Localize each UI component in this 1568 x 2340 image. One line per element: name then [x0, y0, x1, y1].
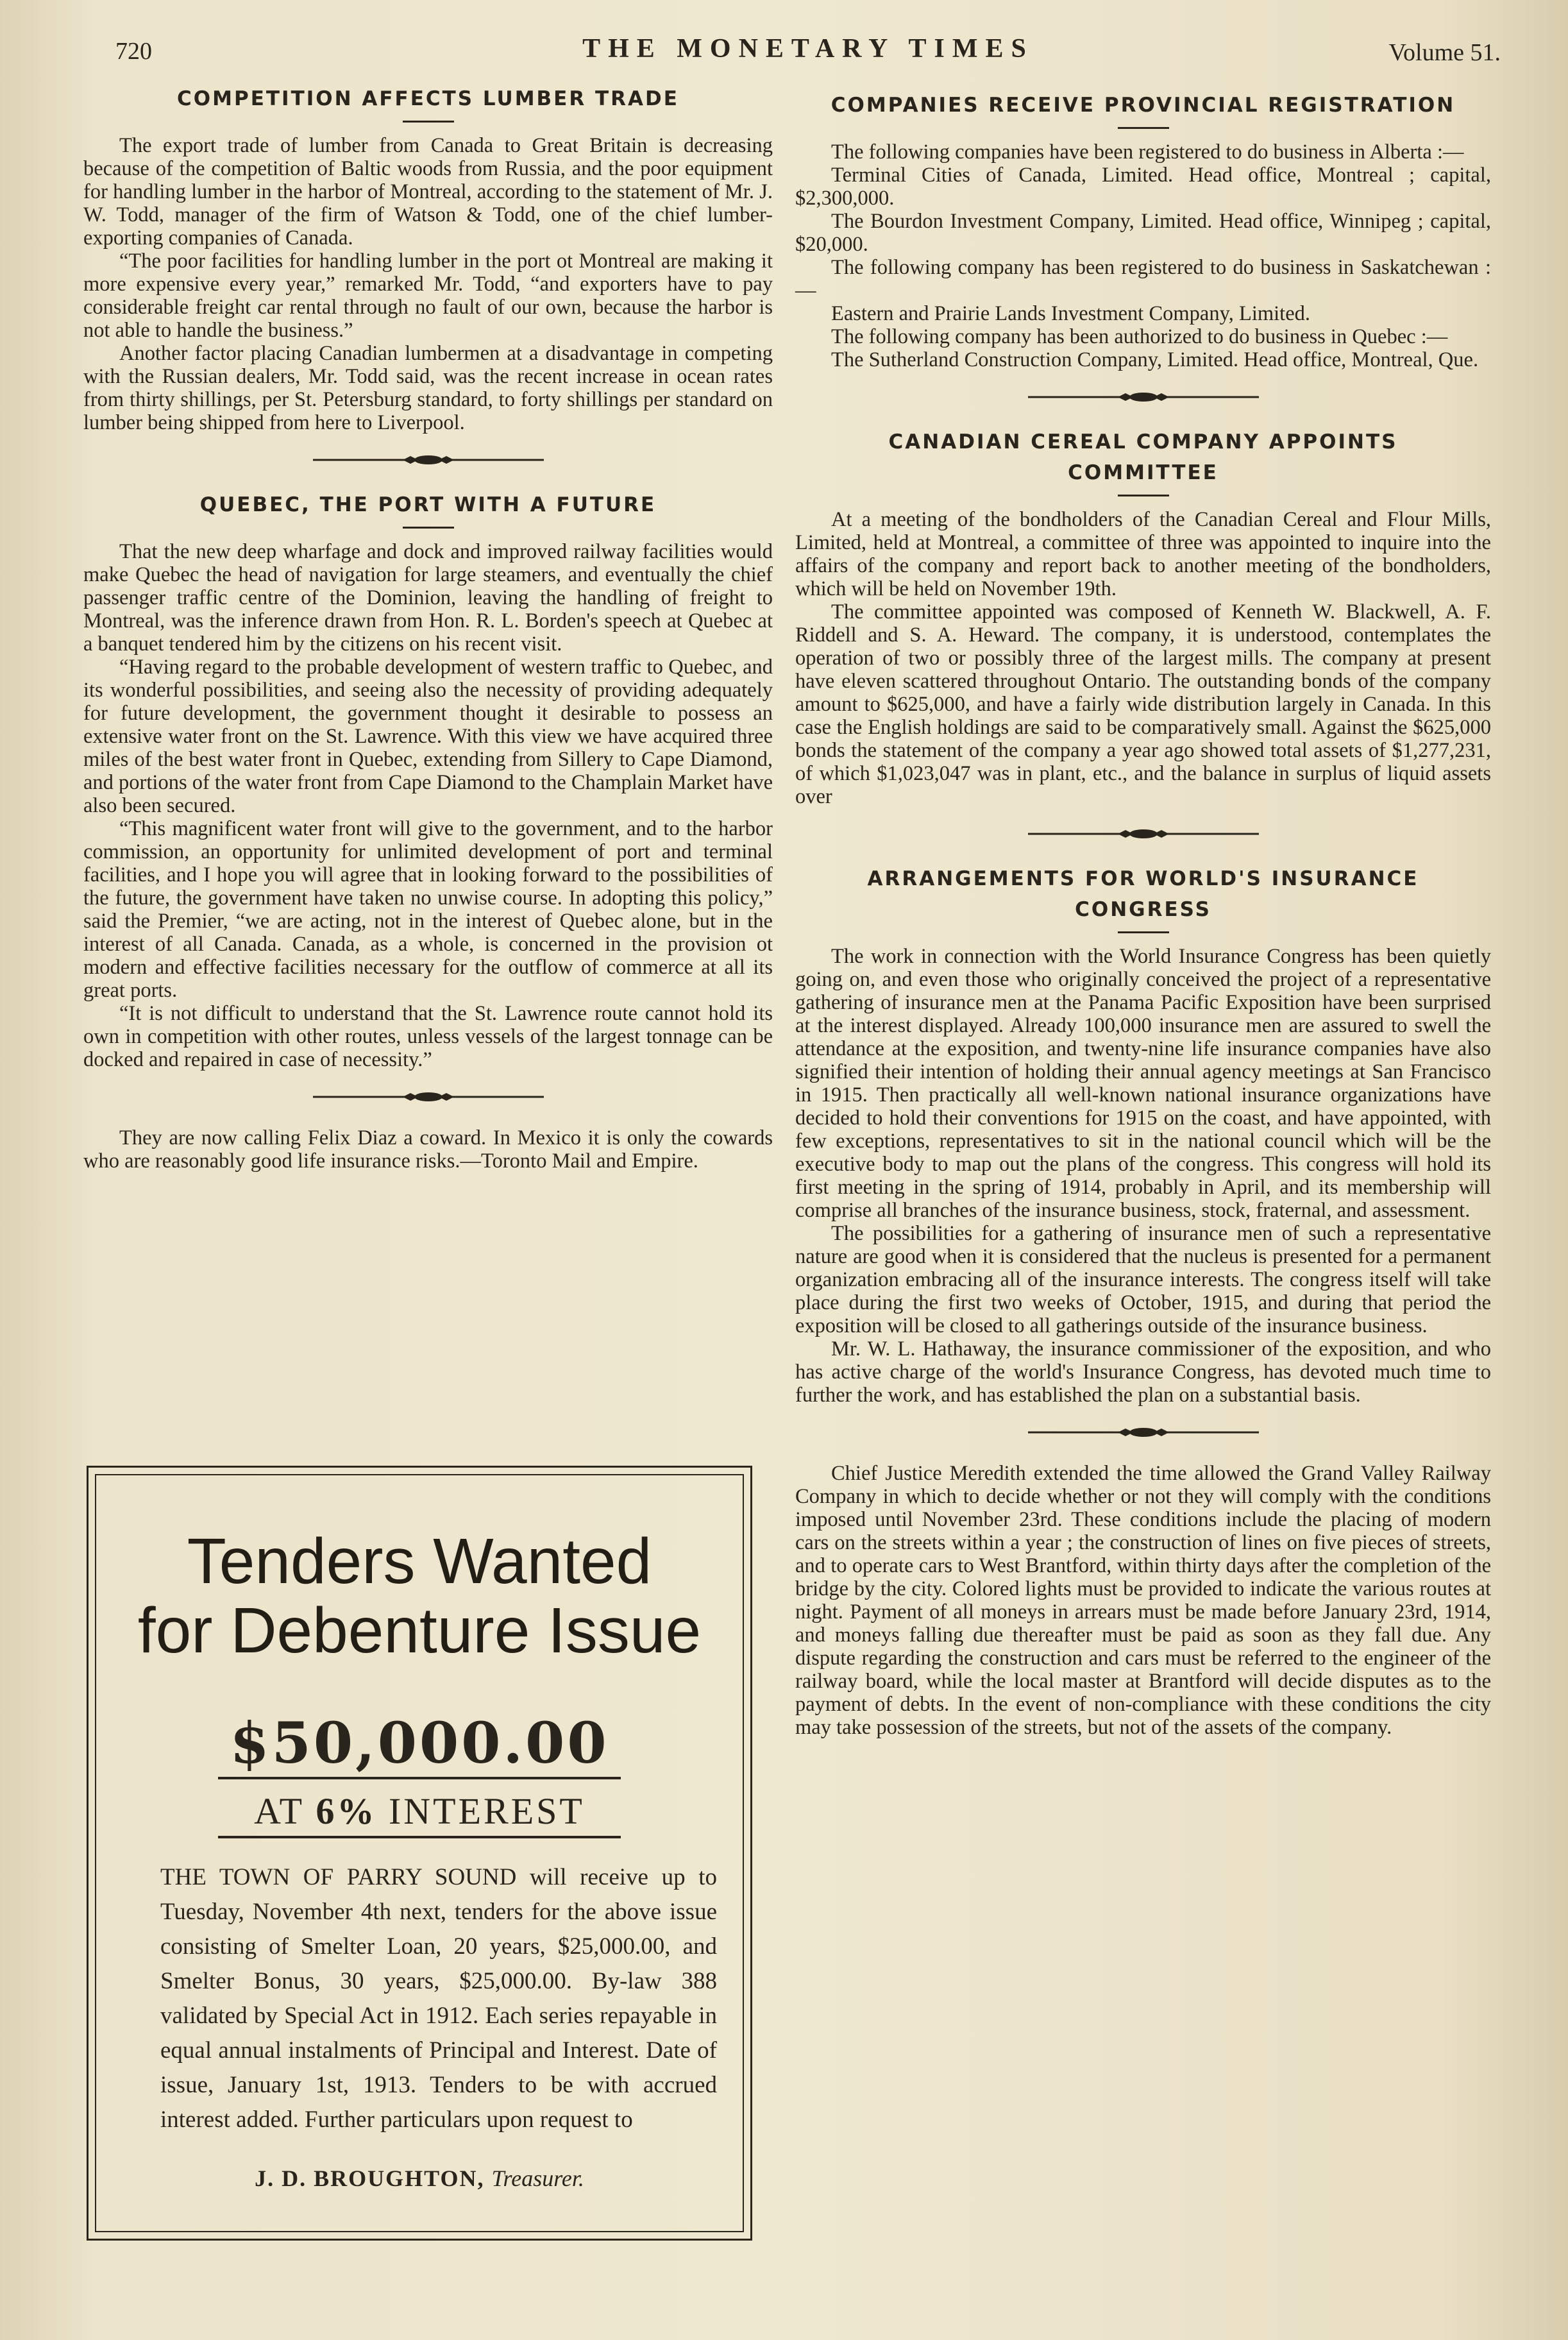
paragraph: The following company has been authorized to do business in Quebec :—: [831, 325, 1448, 348]
paragraph: Mr. W. L. Hathaway, the insurance commissioner of the exposition, and who has active charge of the world's Insurance Congress, has devoted much time to further the work, and has established the plan on a substantial basis.: [795, 1337, 1491, 1407]
ad-rule: [218, 1836, 621, 1838]
headline-rule: [1118, 495, 1169, 496]
paragraph: At a meeting of the bondholders of the Canadian Cereal and Flour Mills, Limited, held at Montreal, a committee of three was appointed to inquire into the affairs of the company and report back to another meeting of the bondholders, which will be held on November 19th.: [795, 508, 1491, 600]
paragraph: “It is not difficult to understand that the St. Lawrence route cannot hold its own in competition with other routes, unless vessels of the largest tonnage can be docked and repaired in case of necessity.”: [83, 1002, 773, 1071]
headline-rule: [1118, 127, 1169, 129]
article-body: [83, 540, 773, 1071]
advertisement-tenders: [87, 1466, 752, 2241]
paragraph: The following companies have been registered to do business in Alberta :—: [831, 140, 1464, 164]
publication-title: THE MONETARY TIMES: [582, 34, 1034, 64]
ad-signer: J. D. BROUGHTON,: [255, 2166, 485, 2191]
ad-signature: [96, 2165, 743, 2192]
paragraph: They are now calling Felix Diaz a coward. In Mexico it is only the cowards who are reasonably good life insurance risks.—Toronto Mail and Empire.: [83, 1126, 773, 1173]
headline-line: CONGRESS: [1075, 898, 1211, 921]
right-column: [795, 90, 1491, 1739]
headline-cereal: [795, 427, 1491, 488]
ad-interest-rate: 6%: [316, 1790, 377, 1832]
paragraph: The Sutherland Construction Company, Limited. Head office, Montreal, Que.: [831, 348, 1479, 371]
ad-interest-at: AT: [254, 1790, 304, 1832]
article-cereal: [795, 427, 1491, 808]
headline-lumber: COMPETITION AFFECTS LUMBER TRADE: [177, 87, 679, 110]
paragraph: “The poor facilities for handling lumber in the port ot Montreal are making it more expensive every year,” remarked Mr. Todd, “and exporters have to pay considerable freight car rental through no fault of our own, because the harbor is not able to handle the business.”: [83, 250, 773, 342]
paragraph: Eastern and Prairie Lands Investment Company, Limited.: [831, 302, 1311, 325]
article-body: [795, 1462, 1491, 1739]
paragraph: The work in connection with the World Insurance Congress has been quietly going on, and even those who originally conceived the project of a representative gathering of insurance men at the Panama Pacific Exposition have been surprised at the interest displayed. Already 100,000 insurance men are assured to swell the attendance at the exposition, and twenty-nine life insurance companies have also signified their intention of holding their annual agency meetings at San Francisco in 1915. Then practically all well-known national insurance organizations have decided to hold their conventions for 1915 on the coast, and have appointed, with few exceptions, representatives to sit in the national council which will be the executive body to map out the plans of the congress. This congress will hold its first meeting in the spring of 1914, probably in April, and its membership will comprise all branches of the insurance business, stock, fraternal, and assessment.: [795, 945, 1491, 1222]
ad-body: THE TOWN OF PARRY SOUND will receive up to Tuesday, November 4th next, tenders for the above issue consisting of Smelter Loan, 20 years, $25,000.00, and Smelter Bonus, 30 years, $25,000.00. By-law 388 validated by Special Act in 1912. Each series repayable in equal annual instalments of Principal and Interest. Date of issue, January 1st, 1913. Tenders to be with accrued interest added. Further particulars upon request to: [160, 1864, 717, 2133]
paragraph: “Having regard to the probable development of western traffic to Quebec, and its wonderful possibilities, and seeing also the necessity of providing adequately for future development, the government thought it desirable to possess an extensive water front on the St. Lawrence. With this view we have acquired three miles of the best water front in Quebec, extending from Sillery to Cape Diamond, and portions of the water front from Cape Diamond to the Champlain Market have also been secured.: [83, 656, 773, 817]
paragraph: The committee appointed was composed of Kenneth W. Blackwell, A. F. Riddell and S. A. Heward. The company, it is understood, contemplates the operation of two or possibly three of the largest mills. The company at present have eleven scattered throughout Ontario. The outstanding bonds of the company amount to $625,000, and have a fairly wide distribution largely in Canada. In this case the English holdings are said to be comparatively small. Against the $625,000 bonds the statement of the company a year ago showed total assets of $1,277,231, of which $1,023,047 was in plant, etc., and the balance in surplus of liquid assets over: [795, 600, 1491, 808]
left-column: [83, 83, 773, 1173]
ad-title-line: for Debenture Issue: [137, 1595, 702, 1666]
ad-interest-word: INTEREST: [388, 1790, 585, 1832]
article-diaz: [83, 1126, 773, 1173]
article-body: [83, 1126, 773, 1173]
ad-title-line: Tenders Wanted: [187, 1525, 652, 1597]
volume-label: Volume 51.: [1388, 39, 1501, 66]
headline-line: COMMITTEE: [1068, 461, 1218, 484]
advertisement-inner-border: [95, 1474, 744, 2232]
paragraph: Terminal Cities of Canada, Limited. Head office, Montreal ; capital, $2,300,000.: [795, 164, 1491, 210]
ad-title: [96, 1527, 743, 1665]
article-quebec: [83, 489, 773, 1071]
headline-quebec: QUEBEC, THE PORT WITH A FUTURE: [199, 493, 657, 516]
ornament-divider: [313, 1090, 544, 1103]
ornament-divider: [1028, 827, 1259, 840]
headline-rule: [1118, 931, 1169, 933]
ad-rule: [218, 1777, 621, 1779]
ad-interest: [96, 1790, 743, 1833]
headline-insurance: [795, 863, 1491, 925]
headline-companies: COMPANIES RECEIVE PROVINCIAL REGISTRATION: [830, 94, 1456, 117]
paragraph: The export trade of lumber from Canada to Great Britain is decreasing because of the competition of Baltic woods from Russia, and the poor equipment for handling lumber in the harbor of Montreal, according to the statement of Mr. J. W. Todd, manager of the firm of Watson & Todd, one of the chief lumber-exporting companies of Canada.: [83, 134, 773, 250]
paragraph: That the new deep wharfage and dock and improved railway facilities would make Quebec the head of navigation for large steamers, and eventually the chief passenger traffic centre of the Dominion, leaving the handling of freight to Montreal, was the inference drawn from Hon. R. L. Borden's speech at Quebec at a banquet tendered him by the citizens on his recent visit.: [83, 540, 773, 656]
paragraph: The Bourdon Investment Company, Limited. Head office, Winnipeg ; capital, $20,000.: [795, 210, 1491, 256]
article-body: [795, 945, 1491, 1407]
headline-rule: [403, 121, 454, 123]
ornament-divider: [1028, 391, 1259, 403]
headline-line: ARRANGEMENTS FOR WORLD'S INSURANCE: [867, 867, 1419, 890]
article-body: [83, 134, 773, 434]
paragraph: “This magnificent water front will give to the government, and to the harbor commission, an opportunity for unlimited development of port and terminal facilities, and I hope you will agree that in looking forward to the possibilities of the future, the government have taken no unwise course. In adopting this policy,” said the Premier, “we are acting, not in the interest of Quebec alone, but in the interest of all Canada. Canada, as a whole, is concerned in the provision ot modern and effective facilities necessary for the outflow of commerce at all its great ports.: [83, 817, 773, 1002]
article-lumber: [83, 83, 773, 434]
ad-amount: $50,000.00: [230, 1709, 609, 1776]
paragraph: Chief Justice Meredith extended the time allowed the Grand Valley Railway Company in which to decide whether or not they will comply with the conditions imposed until November 23rd. These conditions include the placing of modern cars on the streets within a year ; the construction of lines on five pieces of streets, and to operate cars to West Brantford, within thirty days after the completion of the bridge by the city. Colored lights must be provided to indicate the various routes at night. Payment of all moneys in arrears must be made before January 23rd, 1914, and moneys falling due thereafter must be paid as soon as they fall due. Any dispute regarding the construction and cars must be referred to the engineer of the railway board, while the local master at Brantford will decide disputes as to the payment of debts. In the event of non-compliance with these conditions the city may take possession of the streets, but not of the assets of the company.: [795, 1462, 1491, 1739]
page-number: 720: [115, 38, 152, 65]
paragraph: The possibilities for a gathering of insurance men of such a representative nature are good when it is considered that the nucleus is presented for a permanent organization embracing all of the insurance interests. The congress itself will take place during the first two weeks of October, 1915, and during that period the exposition will be closed to all gatherings outside of the insurance business.: [795, 1222, 1491, 1337]
headline-line: CANADIAN CEREAL COMPANY APPOINTS: [888, 430, 1398, 454]
article-companies: [795, 90, 1491, 371]
paragraph: The following company has been registered to do business in Saskatchewan :—: [795, 256, 1491, 302]
article-insurance: [795, 863, 1491, 1407]
article-body: [795, 508, 1491, 808]
ornament-divider: [313, 454, 544, 466]
headline-rule: [403, 527, 454, 529]
masthead: [115, 33, 1501, 72]
ornament-divider: [1028, 1426, 1259, 1439]
article-railway: [795, 1462, 1491, 1739]
paragraph: Another factor placing Canadian lumbermen at a disadvantage in competing with the Russian dealers, Mr. Todd said, was the recent increase in ocean rates from thirty shillings, per St. Petersburg standard, to forty shillings per standard on lumber being shipped from here to Liverpool.: [83, 342, 773, 434]
article-body: [795, 140, 1491, 371]
ad-signer-title: Treasurer.: [491, 2166, 584, 2191]
